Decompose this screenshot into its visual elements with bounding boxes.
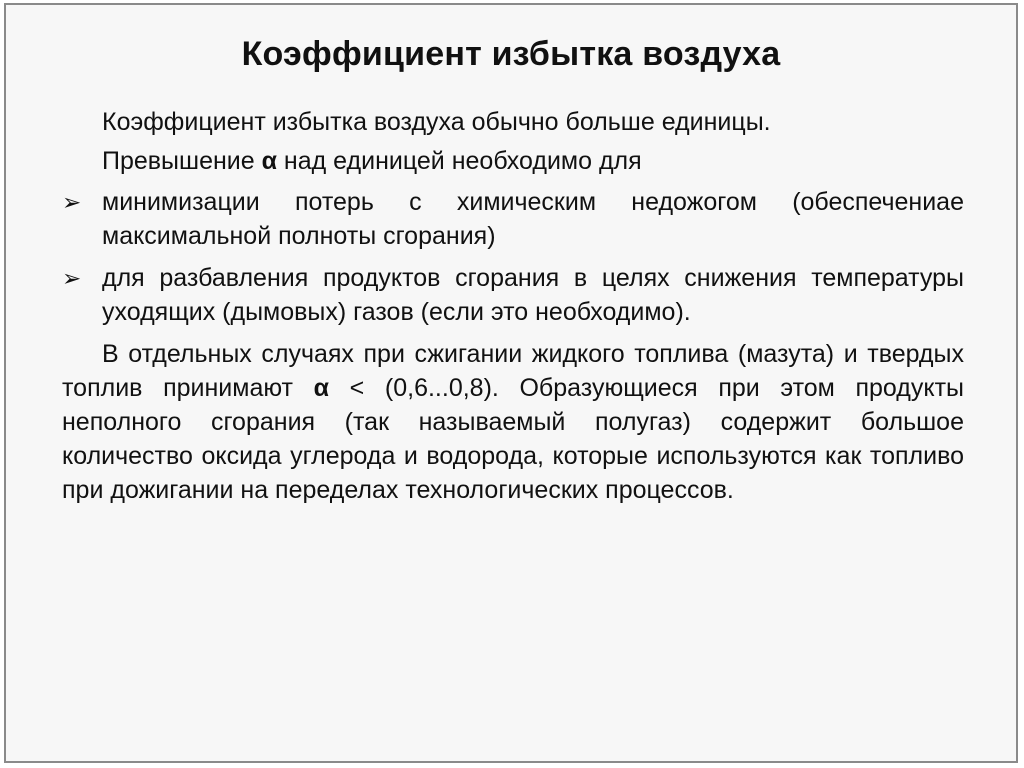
intro-paragraph-2 xyxy=(62,144,964,178)
bullet-text-2: для разбавления продуктов сгорания в целях снижения температуры уходящих (дымовых) газов (если это необходимо). xyxy=(102,264,964,326)
arrow-bullet-icon: ➢ xyxy=(62,265,82,291)
final-paragraph xyxy=(62,337,964,507)
slide xyxy=(4,3,1018,763)
intro-line-1: Коэффициент избытка воздуха обычно больше единицы. xyxy=(102,108,771,136)
alpha-symbol: α xyxy=(313,374,330,402)
final-text-before: В отдельных случаях при сжигании жидкого топлива (мазута) и твердых топлив принимают xyxy=(62,340,964,402)
intro-paragraph-1 xyxy=(62,105,964,139)
intro-line-2-before: Превышение xyxy=(102,147,262,175)
final-text-after: < (0,6...0,8). Образующиеся при этом продукты неполного сгорания (так называемый полугаз) содержит большое количество оксида углерода и водорода, которые используются как топливо при дожигании на переделах технологических процессов. xyxy=(62,374,964,504)
alpha-symbol: α xyxy=(261,147,277,175)
intro-line-2-after: над единицей необходимо для xyxy=(276,147,642,175)
bullet-text-1: минимизации потерь с химическим недожогом (обеспечениае максимальной полноты сгорания) xyxy=(102,188,964,250)
bullet-item-1 xyxy=(62,185,964,253)
arrow-bullet-icon: ➢ xyxy=(62,189,82,215)
bullet-item-2 xyxy=(62,261,964,329)
slide-title: Коэффициент избытка воздуха xyxy=(241,35,781,73)
